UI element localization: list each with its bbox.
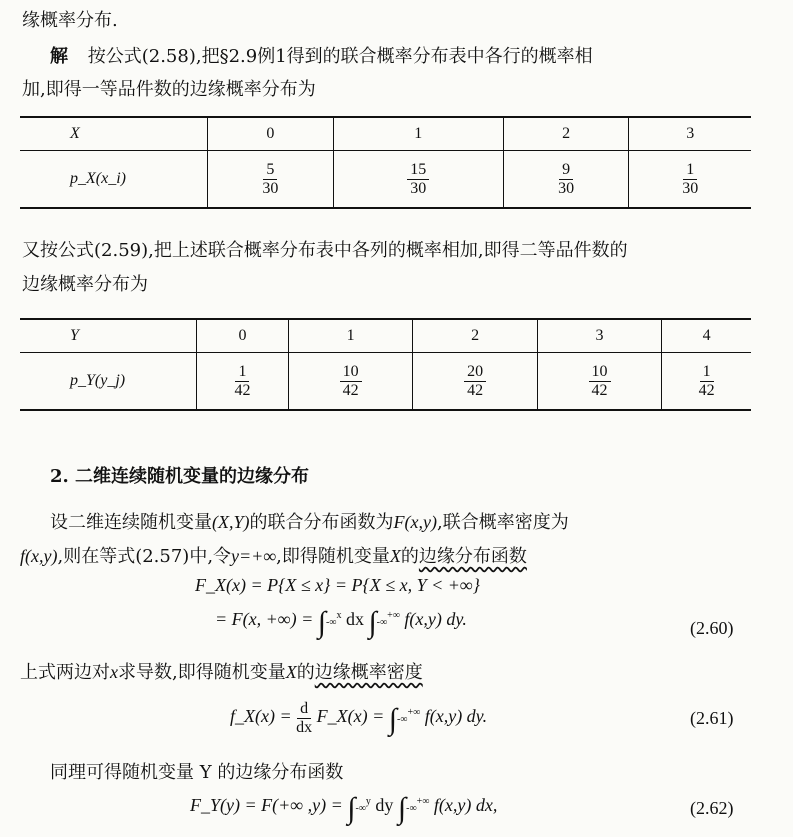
paragraph-2-line-1: 又按公式(2.59),把上述联合概率分布表中各列的概率相加,即得二等品件数的: [22, 240, 628, 261]
paragraph-3-line-2: f(x,y),则在等式(2.57)中,令y=+∞,即得随机变量X的边缘分布函数: [20, 546, 527, 567]
table-cell-fraction: $\frac{1}{30}$: [629, 151, 751, 209]
equation-2-61: f_X(x) = $\frac{d}{dx}$ F_X(x) = ∫-∞+∞ f(x,y) dy.: [230, 700, 488, 737]
table-cell-value: 3: [629, 117, 751, 151]
section-title: 2. 二维连续随机变量的边缘分布: [50, 466, 310, 487]
paragraph-4: 上式两边对x求导数,即得随机变量X的边缘概率密度: [20, 662, 423, 683]
table-cell-value: 2: [413, 319, 537, 353]
paragraph-3-line-1: 设二维连续随机变量(X,Y)的联合分布函数为F(x,y),联合概率密度为: [50, 512, 569, 533]
table-header-label: X: [20, 117, 208, 151]
equation-2-60-line-2: = F(x, +∞) = ∫-∞$^x$ dx ∫-∞+∞ f(x,y) dy.: [215, 606, 467, 639]
table-prob-row: [20, 353, 751, 411]
table-cell-fraction: $\frac{1}{42}$: [197, 353, 289, 411]
table-cell-value: 0: [197, 319, 289, 353]
table-cell-value: 3: [537, 319, 661, 353]
table-row-label: p_Y(y_j): [20, 353, 197, 411]
table-header-row: [20, 319, 751, 353]
paragraph-5: 同理可得随机变量 Y 的边缘分布函数: [50, 762, 344, 783]
table-row-label: p_X(x_i): [20, 151, 208, 209]
table-prob-row: [20, 151, 751, 209]
paragraph-1-line-1: [50, 42, 593, 68]
table-marginal-x: [20, 116, 751, 209]
equation-number-2-60: (2.60): [690, 618, 734, 638]
table-cell-fraction: $\frac{9}{30}$: [503, 151, 629, 209]
table-cell-value: 4: [662, 319, 751, 353]
table-cell-value: 1: [288, 319, 412, 353]
table-cell-fraction: $\frac{20}{42}$: [413, 353, 537, 411]
table-marginal-y: [20, 318, 751, 411]
table-cell-value: 2: [503, 117, 629, 151]
equation-2-62: F_Y(y) = F(+∞ ,y) = ∫-∞$^y$ dy ∫-∞+∞ f(x,y) dx,: [190, 792, 498, 825]
equation-2-60-line-1: F_X(x) = P{X ≤ x} = P{X ≤ x, Y < +∞}: [195, 575, 480, 595]
paragraph-1-line-2: 加,即得一等品件数的边缘概率分布为: [22, 79, 316, 100]
table-cell-fraction: $\frac{10}{42}$: [288, 353, 412, 411]
table-header-label: Y: [20, 319, 197, 353]
paragraph-2-line-2: 边缘概率分布为: [22, 274, 148, 295]
table-cell-value: 1: [333, 117, 503, 151]
table-cell-fraction: $\frac{10}{42}$: [537, 353, 661, 411]
text-line-1: 缘概率分布.: [22, 10, 118, 31]
table-cell-fraction: $\frac{15}{30}$: [333, 151, 503, 209]
paragraph-1-text-a: 按公式(2.58),把§2.9例1得到的联合概率分布表中各行的概率相: [87, 46, 593, 67]
table-header-row: [20, 117, 751, 151]
equation-number-2-62: (2.62): [690, 798, 734, 818]
table-cell-fraction: $\frac{5}{30}$: [208, 151, 334, 209]
table-cell-fraction: $\frac{1}{42}$: [662, 353, 751, 411]
jie-label: 解: [50, 46, 68, 67]
table-cell-value: 0: [208, 117, 334, 151]
equation-number-2-61: (2.61): [690, 708, 734, 728]
